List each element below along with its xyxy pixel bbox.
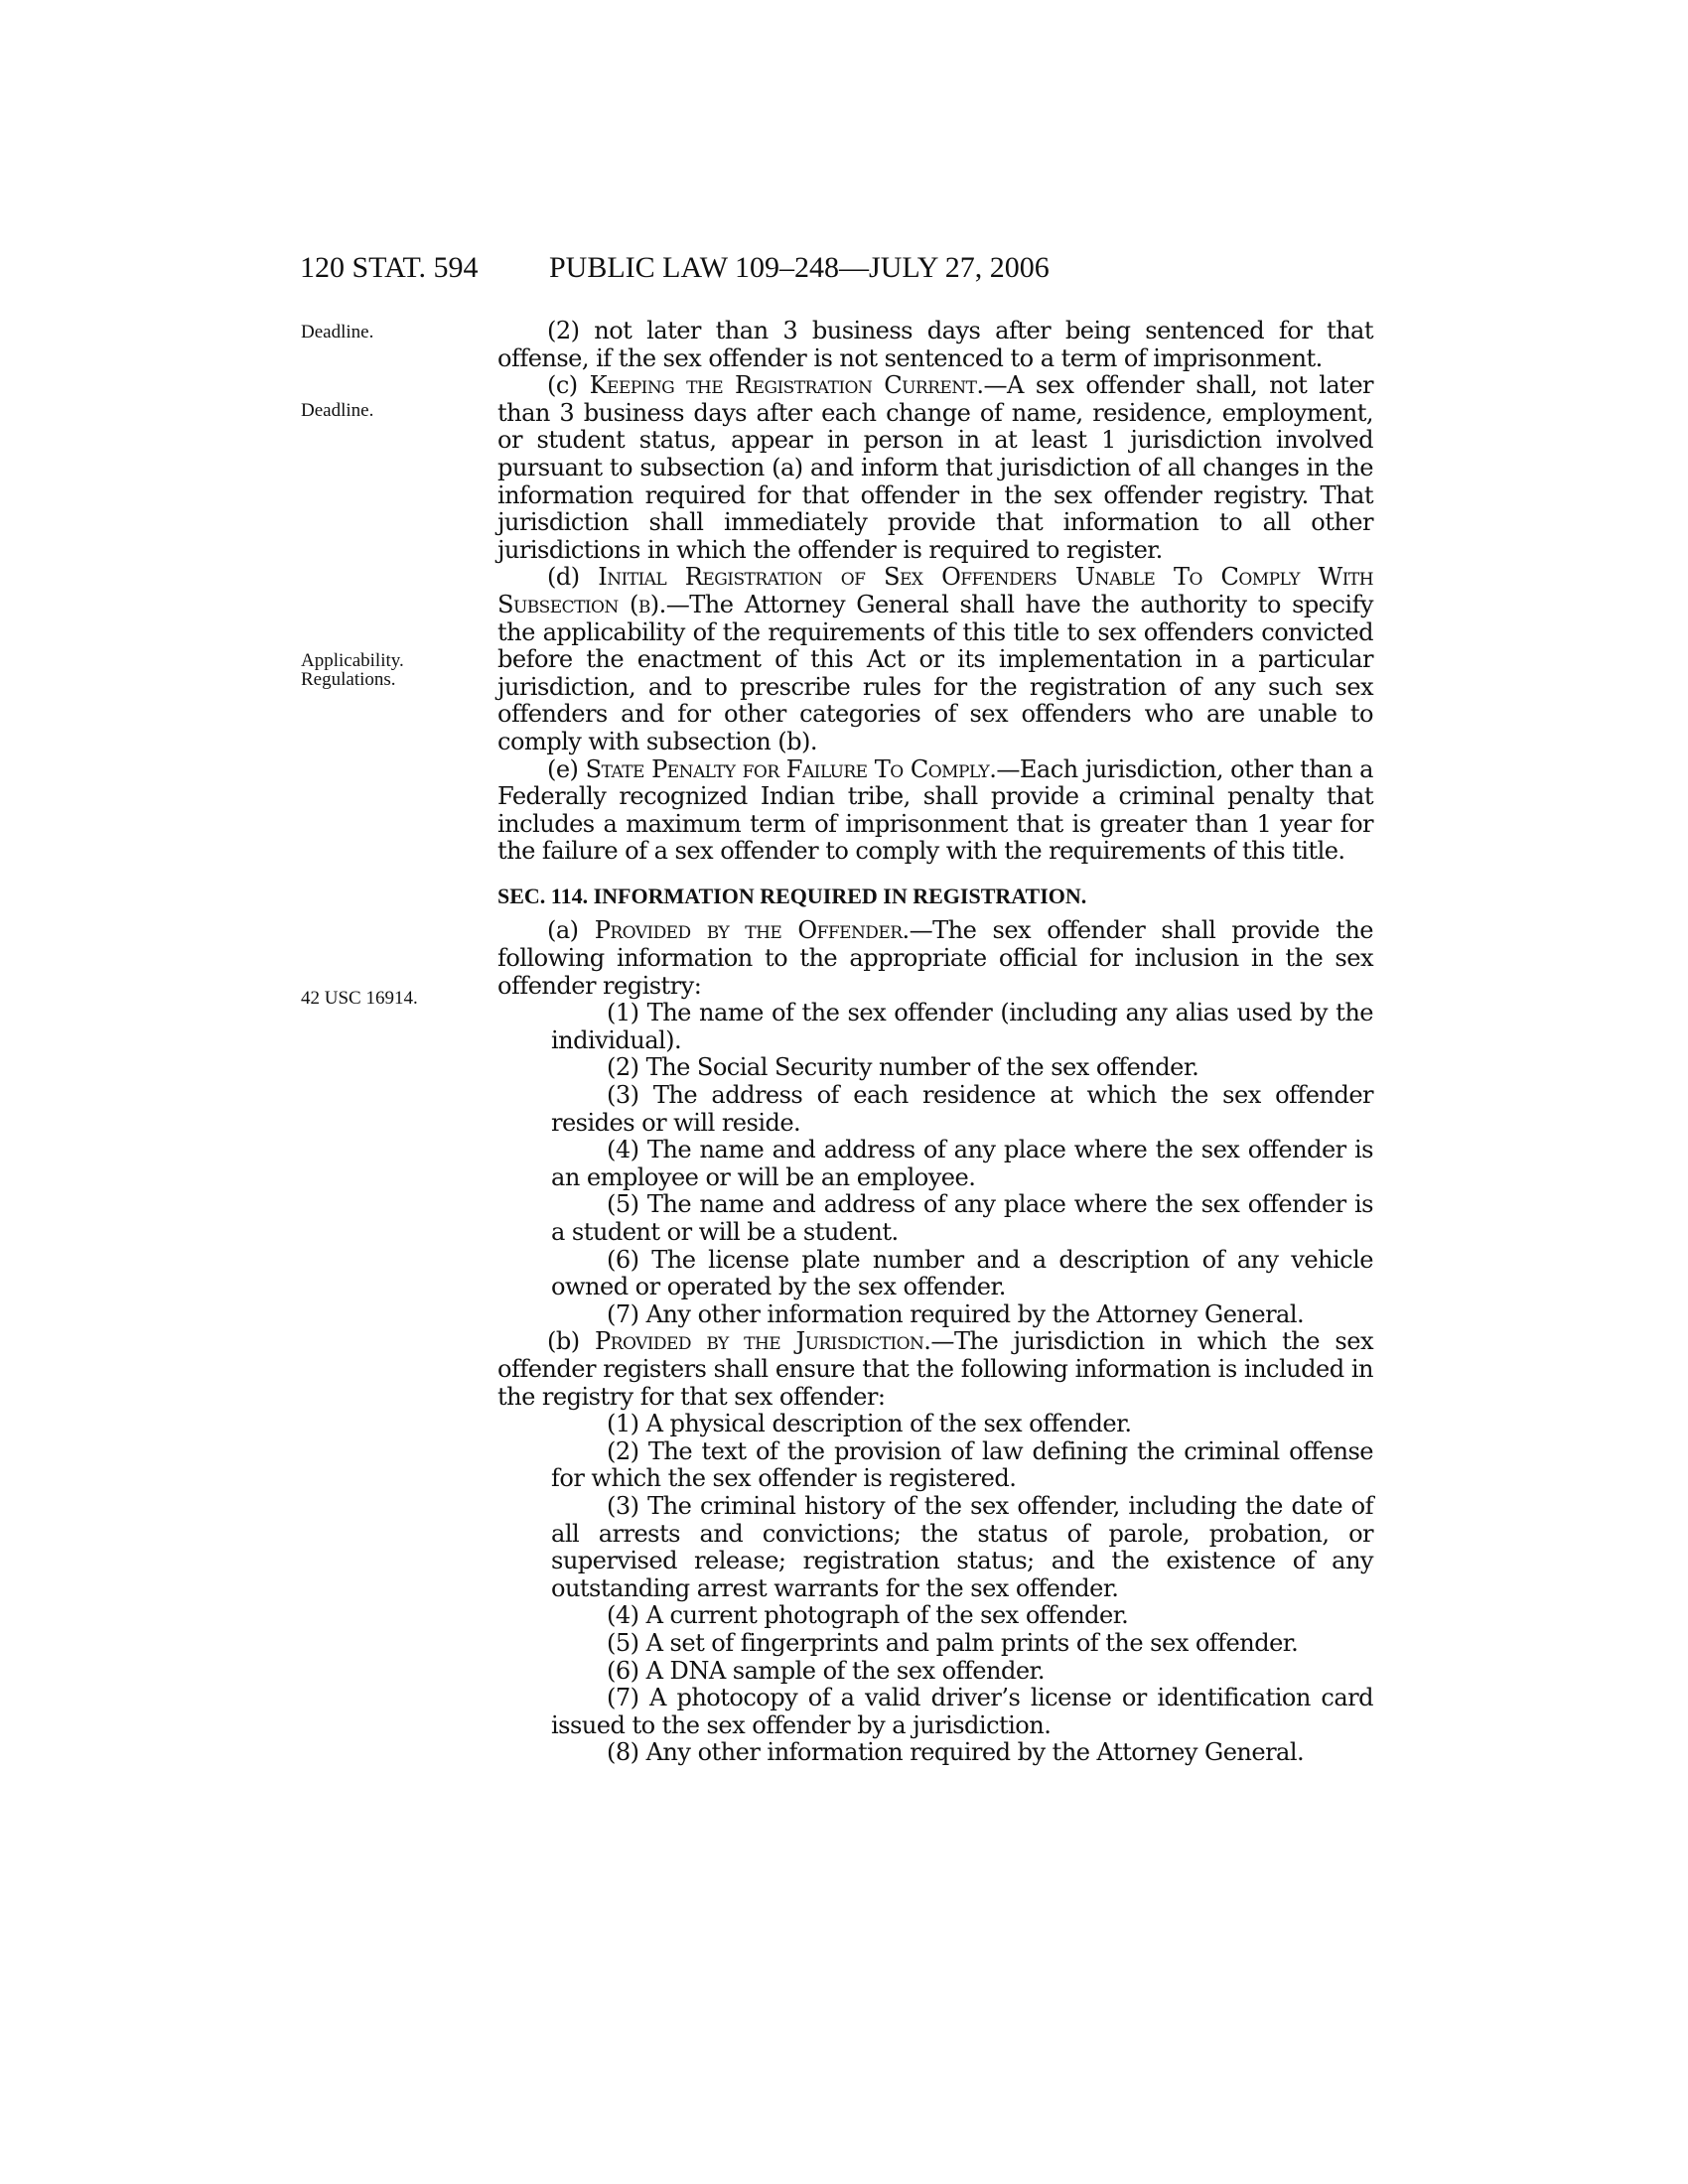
page-header (300, 248, 1374, 288)
margin-note-deadline-2 (301, 401, 460, 420)
margin-note-deadline-1 (301, 323, 460, 341)
section-heading: SEC. 114. INFORMATION REQUIRED IN REGISTRATION. (497, 883, 1087, 908)
subsection-text: —A sex offender shall, not later than 3 business days after each change of name, residence, employment, or student status, appear in person in at least 1 jurisdiction involved pursuant to subsection (a) and inform that jurisdiction of all changes in the information required for that offender in the sex offender registry. That jurisdiction shall immediately provide that information to all other jurisdictions in which the offender is required to register. (497, 371, 1373, 564)
subsection-heading: Keeping the Registration Current. (589, 371, 984, 400)
margin-note-usc (301, 989, 460, 1008)
margin-note-line: Regulations. (301, 669, 396, 690)
list-item: (4) The name and address of any place where the sex offender is an employee or will be an employee. (551, 1136, 1373, 1191)
subsection-e (497, 756, 1373, 866)
list-item: (7) A photocopy of a valid driver’s license or identification card issued to the sex offender by a jurisdiction. (551, 1684, 1373, 1739)
list-item: (1) The name of the sex offender (including any alias used by the individual). (551, 999, 1373, 1054)
subsection-text: —The jurisdiction in which the sex offender registers shall ensure that the following information is included in the registry for that sex offender: (497, 1327, 1373, 1411)
margin-note-line: Deadline. (301, 322, 374, 342)
subsection-label: (c) (547, 371, 590, 400)
subsection-heading: Initial Registration of Sex Offenders Unable To Comply With Subsection (b). (497, 563, 1373, 618)
list-item: (3) The address of each residence at which the sex offender resides or will reside. (551, 1081, 1373, 1137)
subsection-label: (b) (547, 1327, 596, 1356)
margin-note-line: Applicability. (301, 650, 404, 671)
subsection-heading: Provided by the Offender. (594, 916, 910, 945)
margin-note-line: 42 USC 16914. (301, 988, 418, 1009)
subsection-a (497, 917, 1373, 1000)
list-item: (8) Any other information required by the Attorney General. (607, 1738, 1305, 1767)
subsection-heading: State Penalty for Failure To Comply. (585, 754, 997, 783)
list-item: (7) Any other information required by the Attorney General. (607, 1299, 1305, 1328)
statute-page-ref: 120 STAT. 594 (300, 251, 479, 284)
subsection-text: —The Attorney General shall have the authority to specify the applicability of the requirements of this title to sex offenders convicted before the enactment of this Act or its implementation in a particular jurisdiction, and to prescribe rules for the registration of any such sex offenders and for other categories of sex offenders who are unable to comply with subsection (b). (497, 590, 1373, 755)
list-item: (4) A current photograph of the sex offender. (607, 1601, 1129, 1630)
subsection-c (497, 372, 1373, 564)
list-item: (2) The text of the provision of law defining the criminal offense for which the sex offender is registered. (551, 1436, 1373, 1493)
list-item: (2) The Social Security number of the sex offender. (607, 1053, 1199, 1082)
list-item: (6) A DNA sample of the sex offender. (607, 1656, 1045, 1685)
subsection-label: (d) (547, 563, 599, 592)
subsection-heading: Provided by the Jurisdiction. (595, 1327, 931, 1356)
paragraph-2: (2) not later than 3 business days after being sentenced for that offense, if the sex offender is not sentenced to a term of imprisonment. (497, 317, 1373, 372)
list-item: (1) A physical description of the sex offender. (607, 1410, 1132, 1438)
subsection-label: (a) (547, 916, 595, 945)
list-item: (5) A set of fingerprints and palm prints of the sex offender. (607, 1628, 1299, 1657)
margin-note-line: Deadline. (301, 400, 374, 421)
list-item: (6) The license plate number and a description of any vehicle owned or operated by the sex offender. (551, 1245, 1373, 1301)
list-item: (5) The name and address of any place where the sex offender is a student or will be a student. (551, 1190, 1373, 1246)
running-title: PUBLIC LAW 109–248—JULY 27, 2006 (549, 251, 1050, 284)
margin-note-applicability (301, 651, 460, 689)
subsection-text: —Each jurisdiction, other than a Federally recognized Indian tribe, shall provide a criminal penalty that includes a maximum term of imprisonment that is greater than 1 year for the failure of a sex offender to comply with the requirements of this title. (497, 754, 1373, 866)
subsection-d (497, 564, 1373, 755)
subsection-text: —The sex offender shall provide the following information to the appropriate official for inclusion in the sex offender registry: (497, 916, 1374, 1000)
list-item: (3) The criminal history of the sex offender, including the date of all arrests and convictions; the status of parole, probation, or supervised release; registration status; and the existence of any outstanding arrest warrants for the sex offender. (551, 1491, 1373, 1602)
subsection-label: (e) (547, 754, 586, 783)
body-text (497, 318, 1373, 1767)
subsection-b (497, 1328, 1373, 1411)
